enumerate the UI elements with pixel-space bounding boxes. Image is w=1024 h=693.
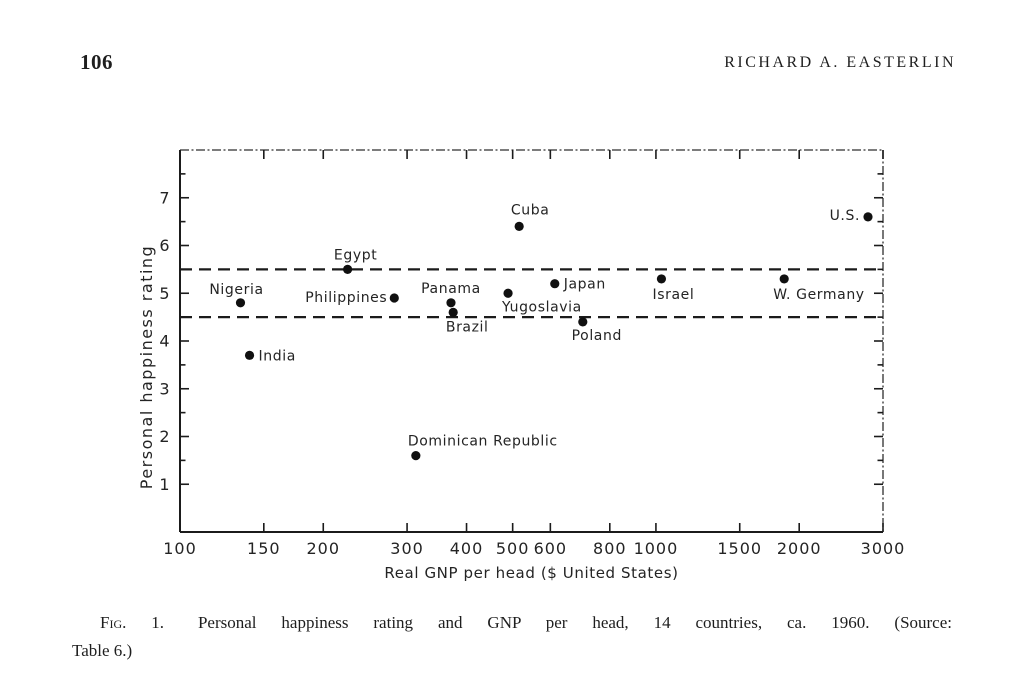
country-label: Dominican Republic	[407, 433, 558, 450]
data-point-egypt	[343, 265, 352, 274]
data-point-u-s	[863, 212, 872, 221]
data-point-india	[245, 351, 254, 360]
country-label: Poland	[571, 327, 622, 344]
x-tick-label: 800	[593, 539, 627, 558]
x-tick-label: 2000	[776, 539, 822, 558]
x-tick-label: 500	[495, 539, 530, 558]
country-label: Yugoslavia	[502, 299, 582, 316]
country-label: W. Germany	[773, 286, 865, 303]
data-point-dominican-republic	[411, 451, 420, 460]
x-tick-label: 100	[163, 539, 197, 558]
x-tick-label: 200	[306, 539, 341, 558]
figure-caption	[72, 610, 952, 665]
figure-caption-text: Personal happiness rating and GNP per head, 14 countries, ca. 1960. (Source:	[173, 613, 952, 632]
country-label: Philippines	[305, 290, 388, 307]
data-point-poland	[578, 317, 587, 326]
y-tick-label: 3	[159, 379, 170, 399]
data-point-israel	[657, 274, 666, 283]
x-tick-label: 150	[247, 539, 281, 558]
data-point-panama	[446, 298, 455, 307]
country-label: Japan	[563, 276, 606, 293]
running-head-author: RICHARD A. EASTERLIN	[724, 54, 956, 71]
y-axis-title: Personal happiness rating	[137, 244, 156, 490]
x-tick-label: 300	[390, 539, 424, 558]
data-point-w-germany	[780, 274, 789, 283]
y-tick-label: 7	[159, 188, 170, 208]
y-tick-label: 5	[159, 283, 170, 303]
x-tick-label: 1000	[633, 539, 679, 558]
y-tick-label: 2	[159, 427, 170, 446]
x-tick-label: 1500	[717, 539, 763, 558]
figure-caption-line1	[72, 610, 952, 636]
y-tick-label: 4	[159, 331, 170, 351]
x-tick-label: 400	[449, 539, 484, 558]
country-label: U.S.	[829, 207, 861, 224]
figure-caption-line2: Table 6.)	[72, 641, 133, 661]
country-label: Nigeria	[209, 281, 264, 298]
x-tick-label: 3000	[860, 539, 906, 558]
figure-number-label: Fig. 1.	[100, 613, 165, 632]
y-tick-label: 6	[159, 236, 170, 255]
country-label: Cuba	[510, 202, 550, 219]
data-point-japan	[550, 279, 559, 288]
data-point-nigeria	[236, 298, 245, 307]
y-tick-label: 1	[159, 474, 170, 494]
country-label: Brazil	[445, 319, 489, 336]
country-label: Israel	[652, 286, 695, 303]
country-label: Egypt	[333, 247, 378, 264]
data-point-cuba	[515, 222, 524, 231]
x-axis-title: Real GNP per head ($ United States)	[384, 564, 679, 582]
country-label: India	[258, 348, 296, 365]
data-point-yugoslavia	[503, 289, 512, 298]
page-number: 106	[80, 50, 113, 74]
x-tick-label: 600	[533, 539, 568, 558]
data-point-brazil	[449, 308, 458, 317]
data-point-philippines	[390, 293, 399, 302]
country-label: Panama	[421, 280, 481, 297]
